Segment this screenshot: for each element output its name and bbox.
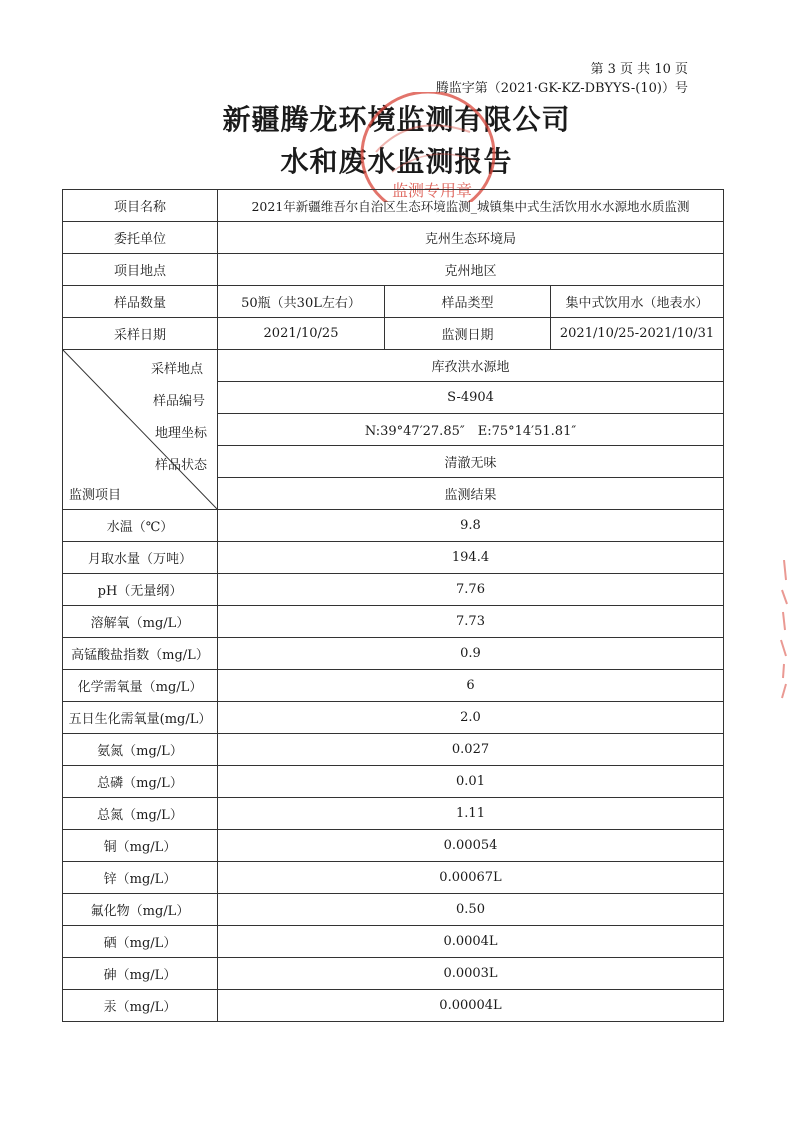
value-sample-id: S-4904 (218, 382, 724, 414)
diagonal-header-cell (63, 350, 218, 510)
monitoring-report-table (62, 189, 724, 1022)
result-item: 氟化物（mg/L） (63, 894, 218, 926)
result-header: 监测结果 (218, 478, 724, 510)
label-sample-qty: 样品数量 (63, 286, 218, 318)
result-row (63, 734, 724, 766)
result-item: 月取水量（万吨） (63, 542, 218, 574)
report-title: 水和废水监测报告 (280, 145, 513, 178)
value-sample-type: 集中式饮用水（地表水） (551, 286, 724, 318)
result-item: 总磷（mg/L） (63, 766, 218, 798)
result-item: 锌（mg/L） (63, 862, 218, 894)
result-item: 高锰酸盐指数（mg/L） (63, 638, 218, 670)
company-title: 新疆腾龙环境监测有限公司 (222, 103, 571, 136)
value-test-date: 2021/10/25-2021/10/31 (551, 318, 724, 350)
result-row (63, 510, 724, 542)
result-item: 溶解氧（mg/L） (63, 606, 218, 638)
result-value: 194.4 (218, 542, 724, 574)
value-location: 克州地区 (218, 254, 724, 286)
result-value: 7.73 (218, 606, 724, 638)
result-row (63, 542, 724, 574)
result-item: 化学需氧量（mg/L） (63, 670, 218, 702)
result-item: 硒（mg/L） (63, 926, 218, 958)
result-item: 氨氮（mg/L） (63, 734, 218, 766)
official-seal-stamp (352, 92, 504, 202)
row-sample-info (63, 286, 724, 318)
value-sample-qty: 50瓶（共30L左右） (218, 286, 385, 318)
result-row (63, 702, 724, 734)
seal-text: 监测专用章 (392, 181, 473, 200)
label-coords: 地理坐标 (155, 426, 208, 441)
label-sampling-date: 采样日期 (63, 318, 218, 350)
edge-stamp-mark (774, 560, 792, 700)
result-value: 7.76 (218, 574, 724, 606)
result-row (63, 798, 724, 830)
result-row (63, 862, 724, 894)
result-value: 0.00004L (218, 990, 724, 1022)
result-row (63, 830, 724, 862)
result-row (63, 766, 724, 798)
result-item: pH（无量纲） (63, 574, 218, 606)
value-sampling-date: 2021/10/25 (218, 318, 385, 350)
results-body (63, 510, 724, 1022)
label-location: 项目地点 (63, 254, 218, 286)
label-state: 样品状态 (155, 458, 208, 473)
result-value: 0.00067L (218, 862, 724, 894)
row-project-name (63, 190, 724, 222)
row-site (63, 350, 724, 382)
label-client: 委托单位 (63, 222, 218, 254)
label-sample-id: 样品编号 (153, 394, 206, 409)
result-item: 砷（mg/L） (63, 958, 218, 990)
result-row (63, 606, 724, 638)
result-value: 0.027 (218, 734, 724, 766)
result-value: 0.50 (218, 894, 724, 926)
result-item: 水温（℃） (63, 510, 218, 542)
label-test-date: 监测日期 (385, 318, 551, 350)
result-item: 总氮（mg/L） (63, 798, 218, 830)
value-client: 克州生态环境局 (218, 222, 724, 254)
result-value: 6 (218, 670, 724, 702)
result-value: 0.01 (218, 766, 724, 798)
label-sample-type: 样品类型 (385, 286, 551, 318)
result-value: 0.0003L (218, 958, 724, 990)
result-row (63, 926, 724, 958)
row-location (63, 254, 724, 286)
result-value: 1.11 (218, 798, 724, 830)
result-row (63, 990, 724, 1022)
report-number: 腾监字第（2021·GK-KZ-DBYYS-(10)）号 (435, 81, 688, 96)
row-client (63, 222, 724, 254)
result-row (63, 894, 724, 926)
value-state: 清澈无味 (218, 446, 724, 478)
label-project-name: 项目名称 (63, 190, 218, 222)
row-dates (63, 318, 724, 350)
label-site: 采样地点 (151, 362, 204, 377)
label-monitoring-item: 监测项目 (69, 488, 122, 503)
value-project-name: 2021年新疆维吾尔自治区生态环境监测_城镇集中式生活饮用水水源地水质监测 (218, 190, 724, 222)
result-row (63, 574, 724, 606)
value-coords: N:39°47′27.85″ E:75°14′51.81″ (218, 414, 724, 446)
result-value: 2.0 (218, 702, 724, 734)
result-value: 9.8 (218, 510, 724, 542)
result-item: 五日生化需氧量(mg/L） (63, 702, 218, 734)
result-row (63, 670, 724, 702)
result-item: 铜（mg/L） (63, 830, 218, 862)
result-value: 0.00054 (218, 830, 724, 862)
result-item: 汞（mg/L） (63, 990, 218, 1022)
result-row (63, 958, 724, 990)
value-site: 库孜洪水源地 (218, 350, 724, 382)
page-number: 第 3 页 共 10 页 (590, 62, 688, 77)
result-value: 0.9 (218, 638, 724, 670)
result-row (63, 638, 724, 670)
result-value: 0.0004L (218, 926, 724, 958)
